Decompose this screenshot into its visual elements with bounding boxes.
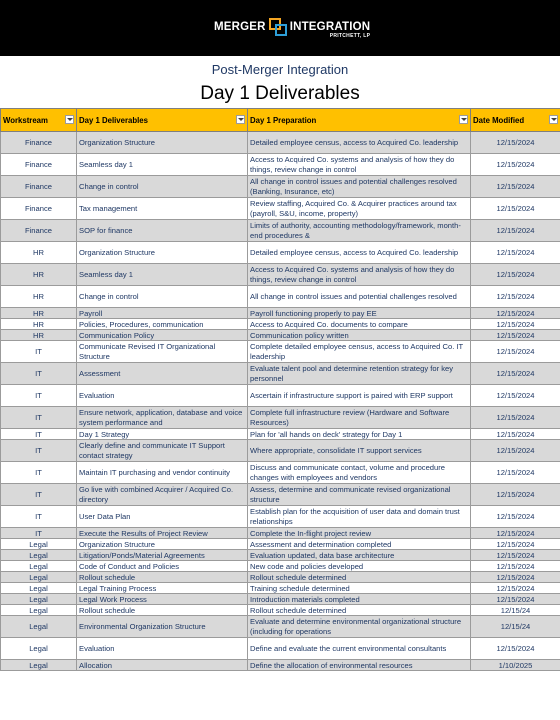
cell-workstream[interactable]: Finance <box>1 198 77 220</box>
cell-date-modified[interactable]: 12/15/2024 <box>471 341 560 363</box>
cell-preparation[interactable]: Complete the In-flight project review <box>248 528 471 539</box>
cell-workstream[interactable]: Finance <box>1 220 77 242</box>
cell-preparation[interactable]: Evaluate and determine environmental organizational structure (including for operations <box>248 616 471 638</box>
cell-workstream[interactable]: IT <box>1 385 77 407</box>
cell-date-modified[interactable]: 12/15/2024 <box>471 385 560 407</box>
cell-preparation[interactable]: Where appropriate, consolidate IT support services <box>248 440 471 462</box>
cell-deliverable[interactable]: Environmental Organization Structure <box>77 616 248 638</box>
cell-workstream[interactable]: Finance <box>1 154 77 176</box>
cell-workstream[interactable]: IT <box>1 440 77 462</box>
cell-date-modified[interactable]: 12/15/2024 <box>471 484 560 506</box>
table-row <box>1 220 560 242</box>
cell-workstream[interactable]: HR <box>1 264 77 286</box>
table-row <box>1 583 560 594</box>
cell-workstream[interactable]: Legal <box>1 638 77 660</box>
cell-preparation[interactable]: Payroll functioning properly to pay EE <box>248 308 471 319</box>
cell-workstream[interactable]: IT <box>1 341 77 363</box>
cell-preparation[interactable]: Assessment and determination completed <box>248 539 471 550</box>
filter-dropdown-icon[interactable] <box>459 115 468 124</box>
cell-deliverable[interactable]: Maintain IT purchasing and vendor continuity <box>77 462 248 484</box>
cell-preparation[interactable]: All change in control issues and potential challenges resolved (Banking, Insurance, etc) <box>248 176 471 198</box>
cell-deliverable[interactable]: SOP for finance <box>77 220 248 242</box>
cell-date-modified[interactable]: 12/15/2024 <box>471 308 560 319</box>
cell-workstream[interactable]: HR <box>1 242 77 264</box>
cell-deliverable[interactable]: Seamless day 1 <box>77 264 248 286</box>
cell-deliverable[interactable]: Ensure network, application, database and voice system performance and <box>77 407 248 429</box>
cell-deliverable[interactable]: Organization Structure <box>77 539 248 550</box>
table-row <box>1 638 560 660</box>
cell-deliverable[interactable]: Execute the Results of Project Review <box>77 528 248 539</box>
table-row <box>1 528 560 539</box>
cell-deliverable[interactable]: Evaluation <box>77 638 248 660</box>
logo <box>214 14 370 40</box>
cell-deliverable[interactable]: Evaluation <box>77 385 248 407</box>
cell-deliverable[interactable]: Go live with combined Acquirer / Acquired Co. directory <box>77 484 248 506</box>
cell-deliverable[interactable]: Clearly define and communicate IT Support contact strategy <box>77 440 248 462</box>
page-title: Day 1 Deliverables <box>200 83 360 104</box>
cell-date-modified[interactable]: 12/15/2024 <box>471 583 560 594</box>
cell-date-modified[interactable]: 12/15/2024 <box>471 264 560 286</box>
cell-preparation[interactable]: Access to Acquired Co. systems and analysis of how they do things, review change in control <box>248 264 471 286</box>
cell-workstream[interactable]: Finance <box>1 132 77 154</box>
cell-date-modified[interactable]: 12/15/2024 <box>471 242 560 264</box>
cell-preparation[interactable]: Limits of authority, accounting methodology/framework, month-end procedures & <box>248 220 471 242</box>
cell-deliverable[interactable]: User Data Plan <box>77 506 248 528</box>
cell-deliverable[interactable]: Organization Structure <box>77 132 248 154</box>
table-row <box>1 572 560 583</box>
table-row <box>1 660 560 671</box>
cell-date-modified[interactable]: 12/15/2024 <box>471 539 560 550</box>
column-header-date-modified[interactable]: Date Modified <box>471 109 560 132</box>
cell-preparation[interactable]: Rollout schedule determined <box>248 605 471 616</box>
cell-date-modified[interactable]: 12/15/2024 <box>471 528 560 539</box>
table-row <box>1 198 560 220</box>
cell-deliverable[interactable]: Seamless day 1 <box>77 154 248 176</box>
cell-preparation[interactable]: Complete detailed employee census, access to Acquired Co. IT leadership <box>248 341 471 363</box>
cell-workstream[interactable]: HR <box>1 308 77 319</box>
cell-workstream[interactable]: HR <box>1 286 77 308</box>
cell-deliverable[interactable]: Legal Work Process <box>77 594 248 605</box>
table-row <box>1 605 560 616</box>
cell-preparation[interactable]: Communication policy written <box>248 330 471 341</box>
cell-workstream[interactable]: HR <box>1 319 77 330</box>
table-row <box>1 286 560 308</box>
cell-workstream[interactable]: IT <box>1 462 77 484</box>
table-row <box>1 264 560 286</box>
table-row <box>1 594 560 605</box>
cell-preparation[interactable]: Assess, determine and communicate revised organizational structure <box>248 484 471 506</box>
logo-word-merger: MERGER <box>214 21 266 33</box>
cell-date-modified[interactable]: 12/15/2024 <box>471 440 560 462</box>
cell-workstream[interactable]: IT <box>1 407 77 429</box>
cell-preparation[interactable]: All change in control issues and potential challenges resolved <box>248 286 471 308</box>
table-body <box>1 132 560 671</box>
cell-deliverable[interactable]: Policies, Procedures, communication <box>77 319 248 330</box>
page-subtitle: Post-Merger Integration <box>211 62 349 77</box>
cell-preparation[interactable]: Plan for 'all hands on deck' strategy for Day 1 <box>248 429 471 440</box>
table-row <box>1 462 560 484</box>
table-row <box>1 440 560 462</box>
cell-preparation[interactable]: Ascertain if infrastructure support is paired with ERP support <box>248 385 471 407</box>
cell-preparation[interactable]: Detailed employee census, access to Acquired Co. leadership <box>248 242 471 264</box>
cell-preparation[interactable]: New code and policies developed <box>248 561 471 572</box>
cell-deliverable[interactable]: Organization Structure <box>77 242 248 264</box>
cell-deliverable[interactable]: Code of Conduct and Policies <box>77 561 248 572</box>
cell-date-modified[interactable]: 12/15/2024 <box>471 594 560 605</box>
cell-workstream[interactable]: IT <box>1 429 77 440</box>
cell-deliverable[interactable]: Litigation/Ponds/Material Agreements <box>77 550 248 561</box>
table-row <box>1 154 560 176</box>
cell-preparation[interactable]: Access to Acquired Co. systems and analysis of how they do things, review change in control <box>248 154 471 176</box>
cell-preparation[interactable]: Introduction materials completed <box>248 594 471 605</box>
table-row <box>1 176 560 198</box>
cell-preparation[interactable]: Define and evaluate the current environmental consultants <box>248 638 471 660</box>
cell-workstream[interactable]: Legal <box>1 605 77 616</box>
cell-workstream[interactable]: Legal <box>1 561 77 572</box>
table-row <box>1 429 560 440</box>
cell-preparation[interactable]: Rollout schedule determined <box>248 572 471 583</box>
table-header-row <box>1 109 560 132</box>
cell-date-modified[interactable]: 12/15/2024 <box>471 363 560 385</box>
cell-workstream[interactable]: Legal <box>1 539 77 550</box>
cell-preparation[interactable]: Access to Acquired Co. documents to compare <box>248 319 471 330</box>
table-row <box>1 363 560 385</box>
cell-deliverable[interactable]: Rollout schedule <box>77 572 248 583</box>
column-header-preparation[interactable]: Day 1 Preparation <box>248 109 471 132</box>
cell-deliverable[interactable]: Allocation <box>77 660 248 671</box>
cell-workstream[interactable]: Legal <box>1 583 77 594</box>
cell-preparation[interactable]: Evaluation updated, data base architecture <box>248 550 471 561</box>
filter-dropdown-icon[interactable] <box>236 115 245 124</box>
table-row <box>1 330 560 341</box>
cell-workstream[interactable]: Legal <box>1 572 77 583</box>
cell-workstream[interactable]: Legal <box>1 660 77 671</box>
cell-date-modified[interactable]: 12/15/2024 <box>471 572 560 583</box>
cell-date-modified[interactable]: 12/15/2024 <box>471 330 560 341</box>
cell-workstream[interactable]: Legal <box>1 616 77 638</box>
table-row <box>1 242 560 264</box>
cell-date-modified[interactable]: 1/10/2025 <box>471 660 560 671</box>
cell-date-modified[interactable]: 12/15/2024 <box>471 561 560 572</box>
cell-workstream[interactable]: IT <box>1 506 77 528</box>
table-row <box>1 308 560 319</box>
cell-workstream[interactable]: Legal <box>1 550 77 561</box>
cell-date-modified[interactable]: 12/15/2024 <box>471 176 560 198</box>
cell-workstream[interactable]: Legal <box>1 594 77 605</box>
table-row <box>1 506 560 528</box>
cell-preparation[interactable]: Discuss and communicate contact, volume and procedure changes with employees and vendors <box>248 462 471 484</box>
cell-deliverable[interactable]: Assessment <box>77 363 248 385</box>
cell-date-modified[interactable]: 12/15/24 <box>471 605 560 616</box>
table-row <box>1 132 560 154</box>
cell-date-modified[interactable]: 12/15/2024 <box>471 462 560 484</box>
table-row <box>1 616 560 638</box>
cell-workstream[interactable]: IT <box>1 528 77 539</box>
cell-deliverable[interactable]: Change in control <box>77 286 248 308</box>
cell-date-modified[interactable]: 12/15/2024 <box>471 154 560 176</box>
table-row <box>1 539 560 550</box>
cell-deliverable[interactable]: Payroll <box>77 308 248 319</box>
cell-preparation[interactable]: Training schedule determined <box>248 583 471 594</box>
cell-date-modified[interactable]: 12/15/2024 <box>471 319 560 330</box>
table-row <box>1 319 560 330</box>
cell-date-modified[interactable]: 12/15/2024 <box>471 407 560 429</box>
header-banner <box>0 0 560 56</box>
cell-date-modified[interactable]: 12/15/2024 <box>471 429 560 440</box>
cell-preparation[interactable]: Establish plan for the acquisition of user data and domain trust relationships <box>248 506 471 528</box>
cell-workstream[interactable]: IT <box>1 484 77 506</box>
cell-date-modified[interactable]: 12/15/2024 <box>471 220 560 242</box>
table-row <box>1 385 560 407</box>
cell-date-modified[interactable]: 12/15/2024 <box>471 198 560 220</box>
cell-date-modified[interactable]: 12/15/2024 <box>471 506 560 528</box>
cell-deliverable[interactable]: Tax management <box>77 198 248 220</box>
cell-deliverable[interactable]: Day 1 Strategy <box>77 429 248 440</box>
logo-bracket-icon <box>269 17 287 37</box>
cell-preparation[interactable]: Detailed employee census, access to Acquired Co. leadership <box>248 132 471 154</box>
cell-deliverable[interactable]: Rollout schedule <box>77 605 248 616</box>
cell-preparation[interactable]: Complete full infrastructure review (Hardware and Software Resources) <box>248 407 471 429</box>
cell-date-modified[interactable]: 12/15/2024 <box>471 550 560 561</box>
table-row <box>1 484 560 506</box>
table-row <box>1 561 560 572</box>
column-header-workstream[interactable]: Workstream <box>1 109 77 132</box>
cell-preparation[interactable]: Evaluate talent pool and determine retention strategy for key personnel <box>248 363 471 385</box>
cell-workstream[interactable]: HR <box>1 330 77 341</box>
cell-workstream[interactable]: IT <box>1 363 77 385</box>
deliverables-table <box>0 108 560 671</box>
cell-deliverable[interactable]: Change in control <box>77 176 248 198</box>
cell-date-modified[interactable]: 12/15/2024 <box>471 132 560 154</box>
cell-preparation[interactable]: Define the allocation of environmental resources <box>248 660 471 671</box>
table-row <box>1 407 560 429</box>
cell-deliverable[interactable]: Legal Training Process <box>77 583 248 594</box>
cell-date-modified[interactable]: 12/15/2024 <box>471 286 560 308</box>
table-row <box>1 341 560 363</box>
cell-deliverable[interactable]: Communication Policy <box>77 330 248 341</box>
title-block <box>0 60 560 107</box>
cell-preparation[interactable]: Review staffing, Acquired Co. & Acquirer practices around tax (payroll, S&U, income, property) <box>248 198 471 220</box>
filter-dropdown-icon[interactable] <box>65 115 74 124</box>
cell-deliverable[interactable]: Communicate Revised IT Organizational Structure <box>77 341 248 363</box>
cell-workstream[interactable]: Finance <box>1 176 77 198</box>
filter-dropdown-icon[interactable] <box>549 115 558 124</box>
cell-date-modified[interactable]: 12/15/24 <box>471 616 560 638</box>
logo-subtitle: PRITCHETT, LP <box>329 33 371 39</box>
cell-date-modified[interactable]: 12/15/2024 <box>471 638 560 660</box>
table-row <box>1 550 560 561</box>
logo-word-integration: INTEGRATION <box>289 21 371 33</box>
column-header-deliverables[interactable]: Day 1 Deliverables <box>77 109 248 132</box>
